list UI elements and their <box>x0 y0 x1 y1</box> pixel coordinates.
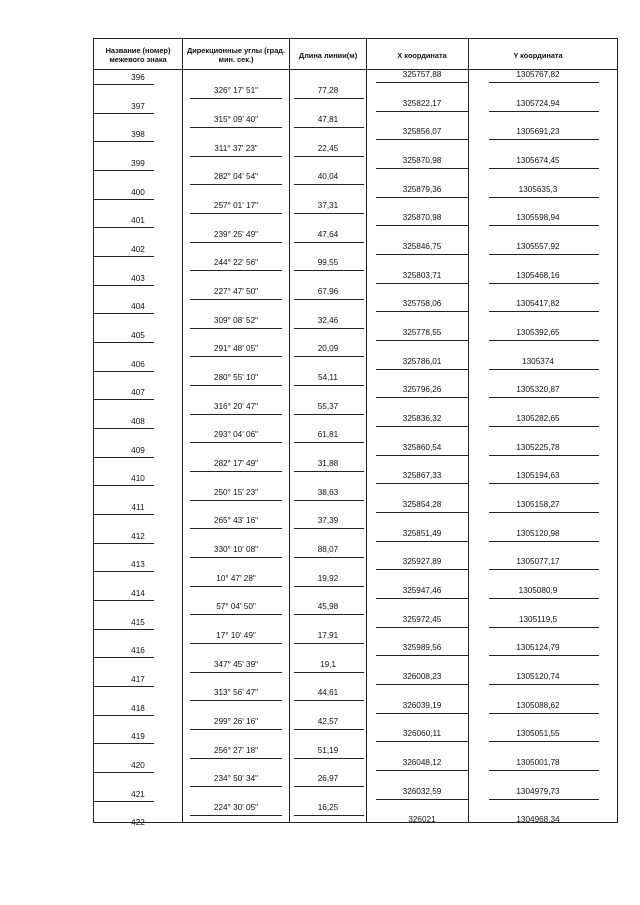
row-rule <box>190 414 282 415</box>
row-rule <box>190 815 282 816</box>
row-rule <box>376 541 468 542</box>
row-rule <box>94 371 154 372</box>
row-rule <box>376 455 468 456</box>
row-rule <box>294 643 364 644</box>
y-coordinate: 1305635,3 <box>518 184 558 194</box>
row-rule <box>94 256 154 257</box>
x-coordinate: 326021 <box>408 815 436 825</box>
header-angle: Дирекционные углы (град. мин. сек.) <box>186 46 286 64</box>
line-length: 32,46 <box>317 315 339 325</box>
y-coordinate: 1305724,94 <box>516 98 560 108</box>
line-length: 67,96 <box>317 287 339 297</box>
row-rule <box>376 426 468 427</box>
line-length: 47,64 <box>317 229 339 239</box>
row-rule <box>294 242 364 243</box>
point-name: 411 <box>131 503 145 513</box>
direction-angle: 10° 47' 28" <box>216 573 256 583</box>
row-rule <box>94 170 154 171</box>
row-rule <box>489 770 599 771</box>
y-coordinate: 1305767,82 <box>516 70 560 79</box>
x-coordinate: 325927,89 <box>402 557 442 567</box>
point-name: 420 <box>131 761 145 771</box>
y-coordinate: 1305194,63 <box>516 471 560 481</box>
row-rule <box>489 139 599 140</box>
row-rule <box>94 141 154 142</box>
row-rule <box>376 655 468 656</box>
line-length: 40,04 <box>317 172 339 182</box>
row-rule <box>376 799 468 800</box>
line-length: 51,19 <box>317 745 339 755</box>
line-length: 54,11 <box>318 373 338 383</box>
direction-angle: 280° 55' 10" <box>213 373 259 383</box>
x-coordinate: 325786,01 <box>402 356 442 366</box>
header-y: Y координата <box>513 50 563 60</box>
row-rule <box>376 713 468 714</box>
y-coordinate: 1305119,5 <box>518 614 558 624</box>
direction-angle: 330° 10' 08" <box>213 545 259 555</box>
direction-angle: 234° 50' 34" <box>213 774 259 784</box>
direction-angle: 282° 04' 54" <box>213 172 259 182</box>
row-rule <box>376 397 468 398</box>
x-coordinate: 326008,23 <box>402 672 442 682</box>
y-coordinate: 1305077,17 <box>516 557 560 567</box>
direction-angle: 293° 04' 06" <box>213 430 259 440</box>
row-rule <box>376 627 468 628</box>
row-rule <box>94 399 154 400</box>
row-rule <box>94 600 154 601</box>
row-rule <box>489 397 599 398</box>
row-rule <box>94 457 154 458</box>
row-rule <box>294 98 364 99</box>
row-rule <box>294 672 364 673</box>
row-rule <box>489 369 599 370</box>
row-rule <box>94 84 154 85</box>
row-rule <box>489 168 599 169</box>
row-rule <box>489 655 599 656</box>
direction-angle: 282° 17' 49" <box>213 459 259 469</box>
line-length: 88,07 <box>317 545 339 555</box>
point-name: 397 <box>131 101 145 111</box>
y-coordinate: 1305468,16 <box>516 270 560 280</box>
x-coordinate: 326039,19 <box>402 700 442 710</box>
row-rule <box>294 758 364 759</box>
direction-angle: 256° 27' 18" <box>213 745 259 755</box>
y-coordinate: 1305598,94 <box>516 213 560 223</box>
row-rule <box>376 770 468 771</box>
row-rule <box>94 313 154 314</box>
y-coordinate: 1305124,79 <box>516 643 560 653</box>
row-rule <box>190 356 282 357</box>
y-coordinate: 1305282,65 <box>516 414 560 424</box>
line-length: 16,25 <box>317 803 339 813</box>
row-rule <box>190 528 282 529</box>
y-coordinate: 1305080,9 <box>518 586 558 596</box>
line-length: 22,45 <box>317 143 339 153</box>
row-rule <box>94 801 154 802</box>
row-rule <box>94 485 154 486</box>
point-name: 416 <box>131 646 145 656</box>
row-rule <box>489 225 599 226</box>
row-rule <box>190 672 282 673</box>
x-coordinate: 326048,12 <box>402 758 442 768</box>
header-length: Длина линии(м) <box>298 50 358 60</box>
point-name: 408 <box>131 417 145 427</box>
row-rule <box>294 127 364 128</box>
row-rule <box>190 614 282 615</box>
x-coordinate: 325822,17 <box>402 98 442 108</box>
point-name: 419 <box>131 732 145 742</box>
row-rule <box>94 743 154 744</box>
x-coordinate: 325947,46 <box>402 586 442 596</box>
row-rule <box>190 213 282 214</box>
row-rule <box>489 455 599 456</box>
row-rule <box>94 629 154 630</box>
row-rule <box>489 197 599 198</box>
row-rule <box>376 139 468 140</box>
x-coordinate: 325778,55 <box>402 328 442 338</box>
point-name: 421 <box>131 789 145 799</box>
point-name: 417 <box>131 675 145 685</box>
x-coordinate: 325879,36 <box>402 184 442 194</box>
row-rule <box>489 569 599 570</box>
line-length: 37,39 <box>317 516 339 526</box>
row-rule <box>294 328 364 329</box>
line-length: 44,61 <box>317 688 339 698</box>
row-rule <box>94 113 154 114</box>
y-coordinate: 1305158,27 <box>516 500 560 510</box>
row-rule <box>294 299 364 300</box>
y-coordinate: 1305120,98 <box>516 528 560 538</box>
row-rule <box>94 543 154 544</box>
y-coordinate: 1304968,34 <box>516 815 560 825</box>
y-coordinate: 1305320,87 <box>516 385 560 395</box>
row-rule <box>294 156 364 157</box>
x-coordinate: 325796,26 <box>402 385 442 395</box>
row-rule <box>190 500 282 501</box>
y-coordinate: 1305674,45 <box>516 156 560 165</box>
line-length: 99,55 <box>317 258 339 268</box>
row-rule <box>94 571 154 572</box>
direction-angle: 309° 08' 52" <box>213 315 259 325</box>
line-length: 26,97 <box>317 774 339 784</box>
direction-angle: 250° 15' 23" <box>213 487 259 497</box>
point-name: 402 <box>131 245 145 255</box>
direction-angle: 227° 47' 50" <box>213 287 259 297</box>
line-length: 77,28 <box>317 86 339 96</box>
row-rule <box>376 684 468 685</box>
x-coordinate: 326060,11 <box>402 729 442 739</box>
direction-angle: 291° 48' 05" <box>213 344 259 354</box>
row-rule <box>376 111 468 112</box>
row-rule <box>294 786 364 787</box>
line-length: 38,63 <box>317 487 339 497</box>
point-name: 406 <box>131 359 145 369</box>
row-rule <box>190 299 282 300</box>
x-coordinate: 325860,54 <box>402 442 442 452</box>
row-rule <box>376 254 468 255</box>
x-coordinate: 325856,07 <box>402 127 442 137</box>
row-rule <box>376 340 468 341</box>
y-coordinate: 1305120,74 <box>516 672 560 682</box>
y-coordinate: 1305392,65 <box>516 328 560 338</box>
row-rule <box>190 385 282 386</box>
point-name: 396 <box>131 73 145 82</box>
line-length: 31,88 <box>317 459 339 469</box>
row-rule <box>94 686 154 687</box>
row-rule <box>190 586 282 587</box>
x-coordinate: 325803,71 <box>402 270 442 280</box>
row-rule <box>94 772 154 773</box>
row-rule <box>294 356 364 357</box>
point-name: 398 <box>131 130 145 140</box>
header-name: Название (номер) межевого знака <box>105 46 171 64</box>
row-rule <box>489 541 599 542</box>
line-length: 47,81 <box>317 115 339 124</box>
header-x: X координата <box>397 50 447 60</box>
point-name: 412 <box>131 531 145 541</box>
line-length: 20,09 <box>317 344 339 354</box>
direction-angle: 57° 04' 50" <box>216 602 256 612</box>
point-name: 418 <box>131 703 145 713</box>
direction-angle: 244° 22' 56" <box>213 258 259 268</box>
direction-angle: 265° 43' 16" <box>213 516 259 526</box>
row-rule <box>190 156 282 157</box>
row-rule <box>489 684 599 685</box>
row-rule <box>489 254 599 255</box>
direction-angle: 326° 17' 51" <box>213 86 259 96</box>
row-rule <box>489 741 599 742</box>
row-rule <box>489 483 599 484</box>
row-rule <box>94 342 154 343</box>
point-name: 414 <box>131 589 145 599</box>
direction-angle: 257° 01' 17" <box>213 201 259 210</box>
row-rule <box>294 614 364 615</box>
row-rule <box>376 168 468 169</box>
x-coordinate: 325851,49 <box>402 528 442 538</box>
row-rule <box>376 369 468 370</box>
x-coordinate: 325972,45 <box>402 614 442 624</box>
row-rule <box>190 184 282 185</box>
row-rule <box>190 758 282 759</box>
line-length: 55,37 <box>317 401 339 411</box>
row-rule <box>294 471 364 472</box>
direction-angle: 299° 26' 16" <box>213 717 259 727</box>
row-rule <box>294 557 364 558</box>
row-rule <box>376 82 468 83</box>
row-rule <box>489 512 599 513</box>
row-rule <box>489 426 599 427</box>
direction-angle: 316° 20' 47" <box>213 401 259 411</box>
row-rule <box>94 285 154 286</box>
y-coordinate: 1304979,73 <box>516 786 560 796</box>
row-rule <box>376 283 468 284</box>
line-length: 19,1 <box>320 659 336 669</box>
direction-angle: 239° 25' 49" <box>213 229 259 239</box>
row-rule <box>294 815 364 816</box>
row-rule <box>94 227 154 228</box>
row-rule <box>190 270 282 271</box>
row-rule <box>190 700 282 701</box>
x-coordinate: 325757,88 <box>402 70 442 79</box>
row-rule <box>190 242 282 243</box>
x-coordinate: 325846,75 <box>402 242 442 252</box>
row-rule <box>294 184 364 185</box>
direction-angle: 311° 37' 23" <box>214 143 258 153</box>
row-rule <box>94 657 154 658</box>
y-coordinate: 1305557,92 <box>516 242 560 252</box>
point-name: 415 <box>131 617 145 627</box>
point-name: 399 <box>131 159 145 168</box>
row-rule <box>489 627 599 628</box>
row-rule <box>94 428 154 429</box>
point-name: 410 <box>131 474 145 484</box>
line-length: 37,31 <box>317 201 339 210</box>
y-coordinate: 1305088,62 <box>516 700 560 710</box>
row-rule <box>190 98 282 99</box>
row-rule <box>294 700 364 701</box>
point-name: 413 <box>131 560 145 570</box>
x-coordinate: 325867,33 <box>402 471 442 481</box>
x-coordinate: 325854,28 <box>402 500 442 510</box>
row-rule <box>294 729 364 730</box>
row-rule <box>190 471 282 472</box>
line-length: 42,57 <box>317 717 339 727</box>
row-rule <box>376 598 468 599</box>
y-coordinate: 1305374 <box>522 356 554 366</box>
y-coordinate: 1305001,78 <box>516 758 560 768</box>
row-rule <box>294 500 364 501</box>
row-rule <box>489 111 599 112</box>
y-coordinate: 1305417,82 <box>516 299 560 309</box>
row-rule <box>489 283 599 284</box>
point-name: 400 <box>131 187 145 197</box>
y-coordinate: 1305691,23 <box>516 127 560 137</box>
row-rule <box>376 512 468 513</box>
point-name: 405 <box>131 331 145 341</box>
direction-angle: 224° 30' 05" <box>213 803 259 813</box>
x-coordinate: 325836,32 <box>402 414 442 424</box>
row-rule <box>294 528 364 529</box>
row-rule <box>376 197 468 198</box>
x-coordinate: 325870,98 <box>402 213 442 223</box>
point-name: 407 <box>131 388 145 398</box>
row-rule <box>190 643 282 644</box>
row-rule <box>94 199 154 200</box>
line-length: 45,98 <box>317 602 339 612</box>
row-rule <box>489 82 599 83</box>
point-name: 401 <box>131 216 145 226</box>
row-rule <box>190 729 282 730</box>
y-coordinate: 1305051,55 <box>516 729 560 739</box>
row-rule <box>489 340 599 341</box>
point-name: 403 <box>131 273 145 283</box>
row-rule <box>94 514 154 515</box>
row-rule <box>294 586 364 587</box>
row-rule <box>94 715 154 716</box>
row-rule <box>376 569 468 570</box>
y-coordinate: 1305225,78 <box>516 442 560 452</box>
column-divider <box>366 39 367 822</box>
row-rule <box>190 127 282 128</box>
row-rule <box>489 311 599 312</box>
x-coordinate: 325989,56 <box>402 643 442 653</box>
row-rule <box>190 557 282 558</box>
row-rule <box>294 385 364 386</box>
row-rule <box>190 786 282 787</box>
point-name: 409 <box>131 445 145 455</box>
row-rule <box>489 799 599 800</box>
direction-angle: 313° 56' 47" <box>213 688 259 698</box>
row-rule <box>190 442 282 443</box>
x-coordinate: 326032,59 <box>402 786 442 796</box>
row-rule <box>376 225 468 226</box>
line-length: 19,92 <box>317 573 339 583</box>
line-length: 17,91 <box>317 631 339 641</box>
row-rule <box>190 328 282 329</box>
row-rule <box>376 741 468 742</box>
row-rule <box>294 270 364 271</box>
line-length: 61,81 <box>317 430 339 440</box>
coordinates-table <box>93 38 618 828</box>
row-rule <box>489 713 599 714</box>
x-coordinate: 325758,06 <box>402 299 442 309</box>
row-rule <box>376 483 468 484</box>
point-name: 422 <box>131 818 145 828</box>
row-rule <box>489 598 599 599</box>
x-coordinate: 325870,98 <box>402 156 442 165</box>
row-rule <box>294 213 364 214</box>
row-rule <box>294 414 364 415</box>
direction-angle: 17° 10' 49" <box>216 631 256 641</box>
row-rule <box>294 442 364 443</box>
point-name: 404 <box>131 302 145 312</box>
row-rule <box>376 311 468 312</box>
direction-angle: 347° 45' 39" <box>213 659 259 669</box>
direction-angle: 315° 09' 40" <box>213 115 259 124</box>
